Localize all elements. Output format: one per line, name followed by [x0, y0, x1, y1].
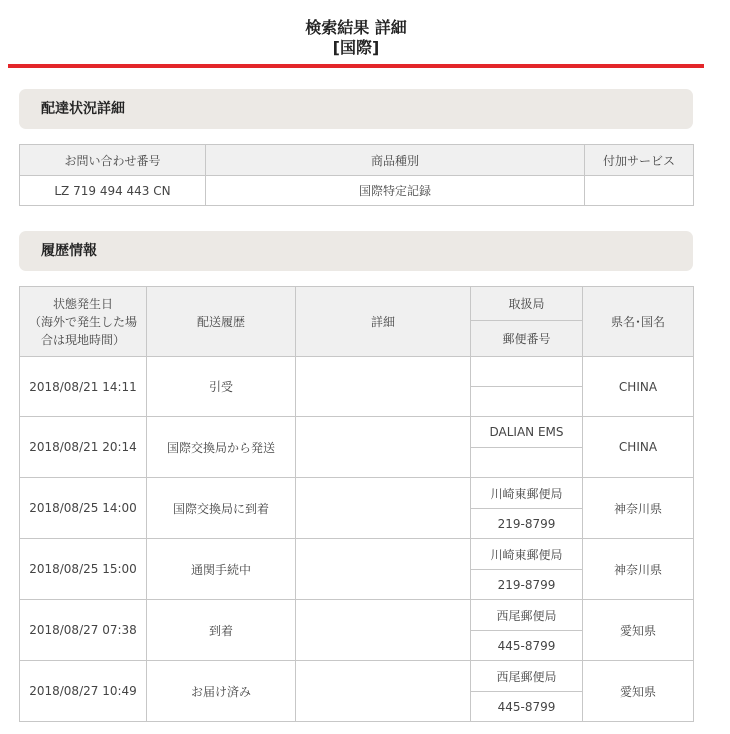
delivery-table [19, 144, 694, 206]
history-status: 国際交換局から発送 [147, 417, 296, 478]
table-row [20, 176, 694, 206]
col-tracking-number: お問い合わせ番号 [20, 145, 206, 176]
history-office [471, 357, 583, 387]
history-postal-code: 219-8799 [471, 570, 583, 600]
page-title [0, 18, 712, 58]
page-title-line2: [国際] [332, 38, 380, 57]
history-region: 神奈川県 [583, 478, 694, 539]
history-date: 2018/08/27 07:38 [20, 600, 147, 661]
header-divider [8, 64, 704, 68]
history-detail [296, 417, 471, 478]
history-date: 2018/08/25 14:00 [20, 478, 147, 539]
history-date: 2018/08/21 14:11 [20, 357, 147, 417]
history-postal-code: 219-8799 [471, 509, 583, 539]
history-status: 引受 [147, 357, 296, 417]
col-postal-code: 郵便番号 [471, 321, 583, 357]
delivery-section-title: 配達状況詳細 [41, 101, 125, 117]
history-date: 2018/08/25 15:00 [20, 539, 147, 600]
history-region: 神奈川県 [583, 539, 694, 600]
history-status: 通関手続中 [147, 539, 296, 600]
history-region: 愛知県 [583, 661, 694, 722]
delivery-section-header [19, 89, 693, 129]
history-region: CHINA [583, 357, 694, 417]
history-postal-code: 445-8799 [471, 692, 583, 722]
history-office: 西尾郵便局 [471, 661, 583, 692]
history-detail [296, 600, 471, 661]
additional-service [585, 176, 694, 206]
history-section-header [19, 231, 693, 271]
col-office: 取扱局 [471, 287, 583, 321]
history-table [19, 286, 694, 722]
history-region: CHINA [583, 417, 694, 478]
history-region: 愛知県 [583, 600, 694, 661]
history-office: 西尾郵便局 [471, 600, 583, 631]
history-status: 到着 [147, 600, 296, 661]
col-detail: 詳細 [296, 287, 471, 357]
history-postal-code: 445-8799 [471, 631, 583, 661]
page-title-line1: 検索結果 詳細 [305, 18, 407, 37]
history-detail [296, 478, 471, 539]
table-row [20, 539, 694, 570]
tracking-number: LZ 719 494 443 CN [20, 176, 206, 206]
history-detail [296, 539, 471, 600]
col-region: 県名･国名 [583, 287, 694, 357]
col-status: 配送履歴 [147, 287, 296, 357]
history-table-header [20, 287, 694, 321]
col-date: 状態発生日 （海外で発生した場 合は現地時間） [20, 287, 147, 357]
table-row [20, 478, 694, 509]
col-item-type: 商品種別 [206, 145, 585, 176]
table-row [20, 417, 694, 448]
history-status: お届け済み [147, 661, 296, 722]
table-row [20, 600, 694, 631]
history-office: 川崎東郵便局 [471, 478, 583, 509]
delivery-table-header [20, 145, 694, 176]
col-additional-service: 付加サービス [585, 145, 694, 176]
history-section-title: 履歴情報 [41, 243, 97, 259]
history-postal-code [471, 387, 583, 417]
history-office: DALIAN EMS [471, 417, 583, 448]
item-type: 国際特定記録 [206, 176, 585, 206]
history-status: 国際交換局に到着 [147, 478, 296, 539]
history-date: 2018/08/27 10:49 [20, 661, 147, 722]
table-row [20, 357, 694, 387]
table-row [20, 661, 694, 692]
history-office: 川崎東郵便局 [471, 539, 583, 570]
history-postal-code [471, 448, 583, 478]
history-detail [296, 357, 471, 417]
history-detail [296, 661, 471, 722]
history-date: 2018/08/21 20:14 [20, 417, 147, 478]
